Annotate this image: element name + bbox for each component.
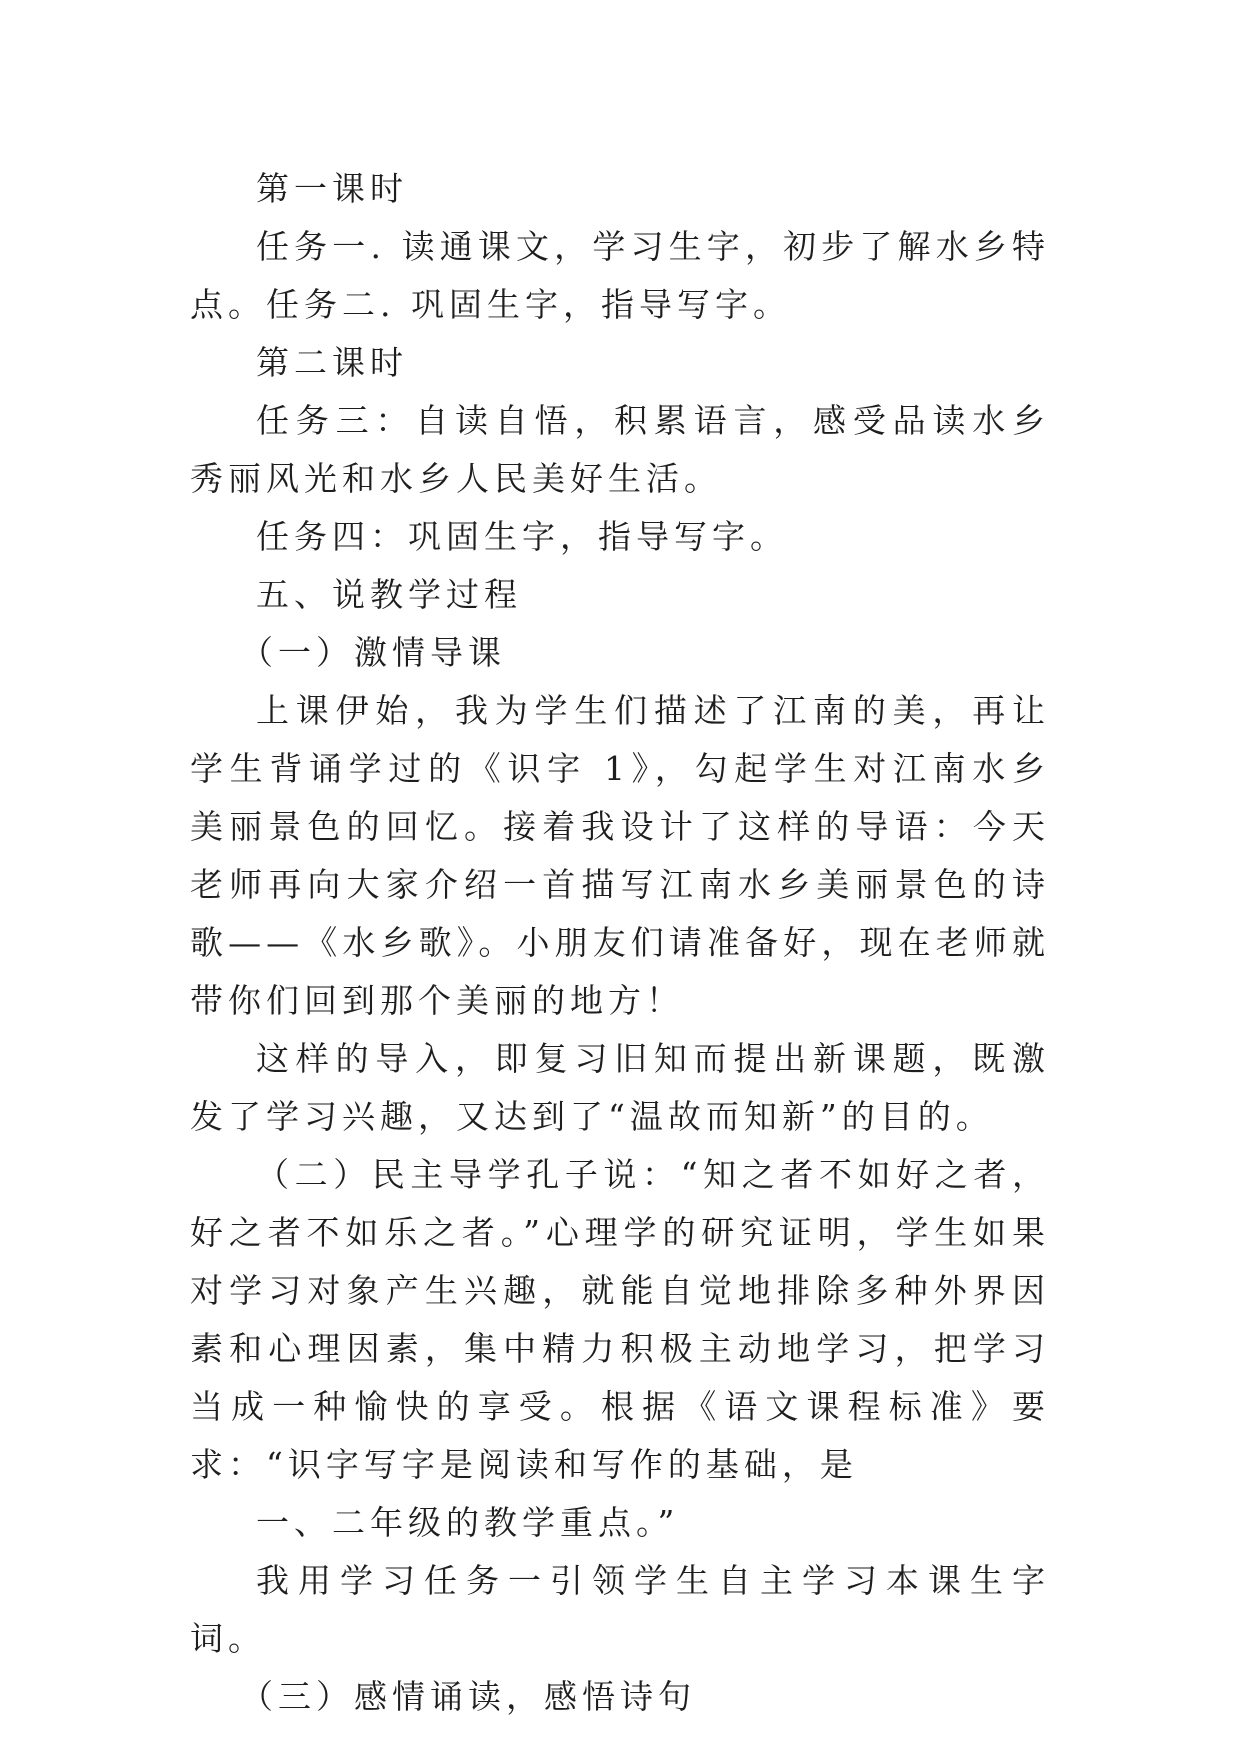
lesson-one-heading: 第一课时 bbox=[256, 169, 408, 208]
document-body bbox=[190, 160, 1050, 1726]
task-one-two-paragraph: 任务一. 读通课文，学习生字，初步了解水乡特点。任务二. 巩固生字，指导写字。 bbox=[190, 227, 1050, 324]
subsection-one-heading: （一）激情导课 bbox=[240, 633, 506, 672]
task-three-paragraph: 任务三：自读自悟，积累语言，感受品读水乡秀丽风光和水乡人民美好生活。 bbox=[190, 401, 1050, 498]
lesson-two-heading: 第二课时 bbox=[256, 343, 408, 382]
intro-paragraph: 上课伊始，我为学生们描述了江南的美，再让学生背诵学过的《识字 1》，勾起学生对江南水乡美丽景色的回忆。接着我设计了这样的导语：今天老师再向大家介绍一首描写江南水乡美丽景色的诗歌——《水乡歌》。小朋友们请准备好，现在老师就带你们回到那个美丽的地方！ bbox=[190, 691, 1050, 1020]
intro-effect-paragraph: 这样的导入，即复习旧知而提出新课题，既激发了学习兴趣，又达到了“温故而知新”的目的。 bbox=[190, 1039, 1050, 1136]
section-five-heading: 五、说教学过程 bbox=[256, 575, 522, 614]
subsection-three-heading: （三）感情诵读，感悟诗句 bbox=[240, 1677, 696, 1716]
self-study-paragraph: 我用学习任务一引领学生自主学习本课生字词。 bbox=[190, 1561, 1050, 1658]
task-four-paragraph: 任务四：巩固生字，指导写字。 bbox=[256, 517, 788, 556]
subsection-two-paragraph: （二）民主导学孔子说：“知之者不如好之者，好之者不如乐之者。”心理学的研究证明，学生如果对学习对象产生兴趣，就能自觉地排除多种外界因素和心理因素，集中精力积极主动地学习，把学习当成一种愉快的享受。根据《语文课程标准》要求：“识字写字是阅读和写作的基础，是 bbox=[190, 1155, 1050, 1484]
teaching-focus-line: 一、二年级的教学重点。” bbox=[256, 1503, 680, 1542]
